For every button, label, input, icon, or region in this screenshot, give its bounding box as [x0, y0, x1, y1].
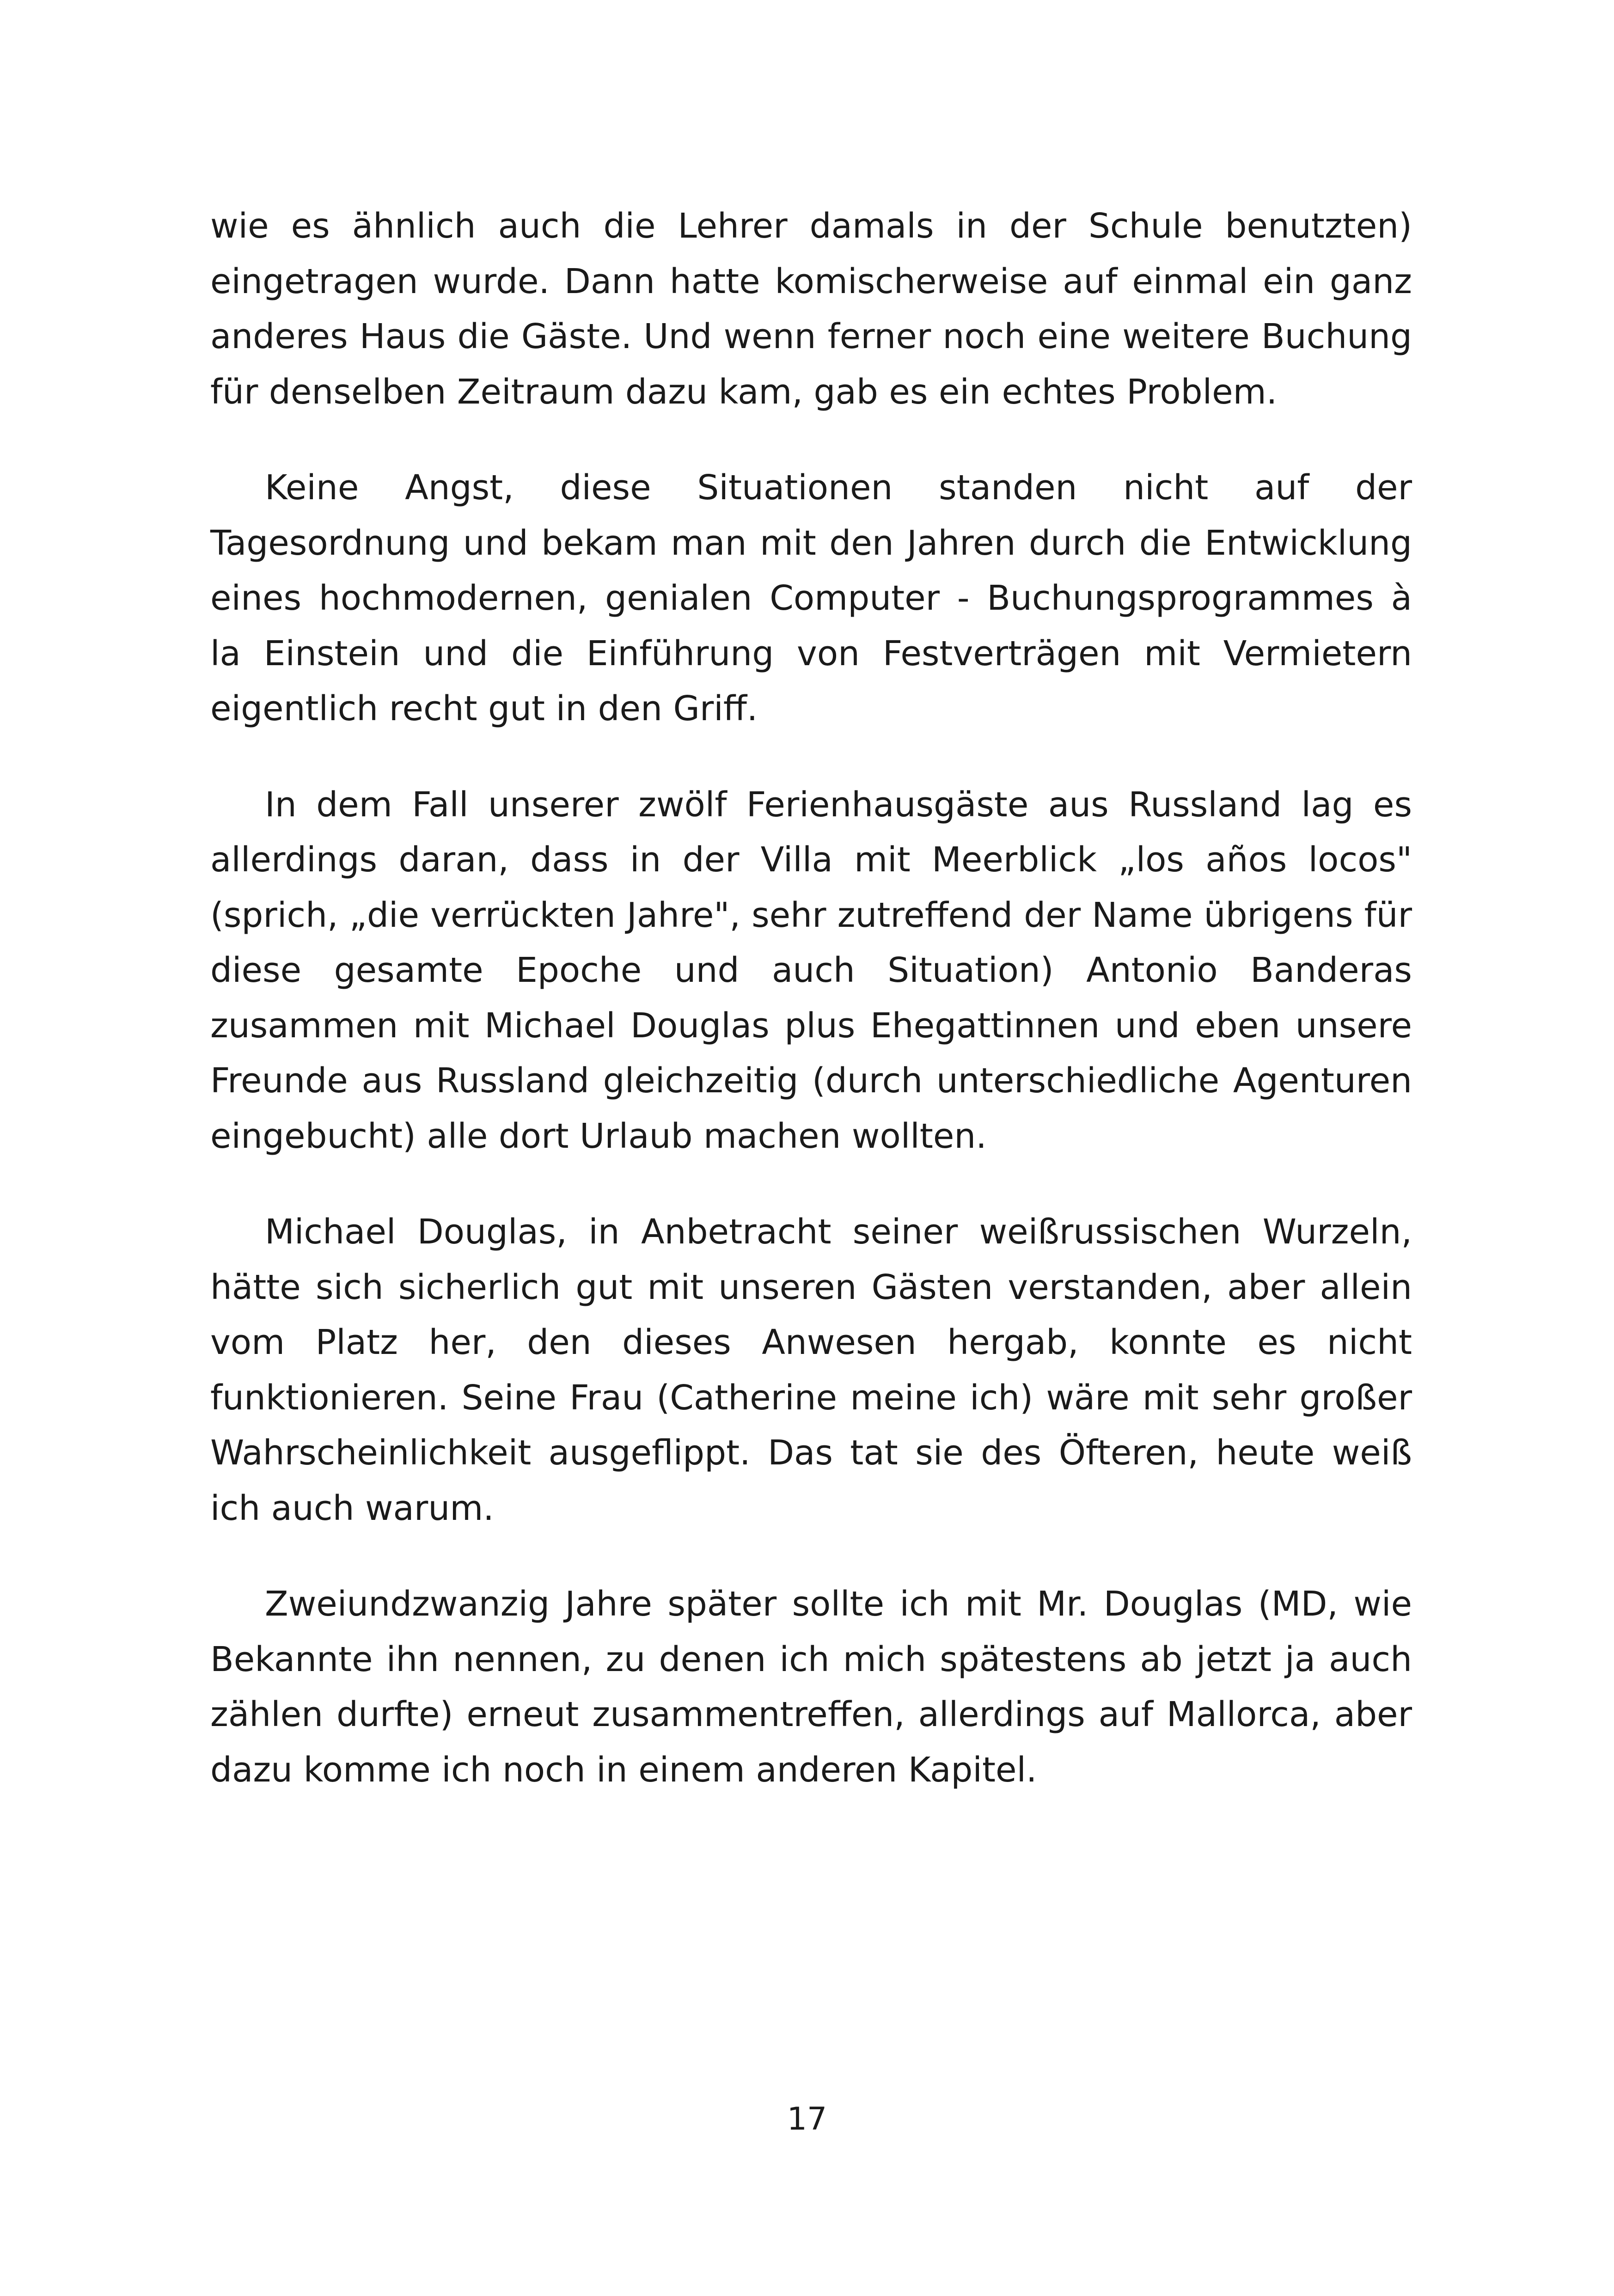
paragraph-continuation: wie es ähnlich auch die Lehrer damals in der Schule benutzten) eingetragen wurde. Dann hatte komischerweise auf einmal ein ganz anderes Haus die Gäste. Und wenn ferner noch eine weitere Buchung für denselben Zeitraum dazu kam, gab es ein echtes Problem. [210, 206, 1412, 412]
paragraph: Keine Angst, diese Situationen standen nicht auf der Tagesordnung und bekam man mit den Jahren durch die Entwicklung eines hochmodernen, genialen Computer - Buchungsprogrammes à la Einstein und die Einführung von Festverträgen mit Vermietern eigentlich recht gut in den Griff. [210, 468, 1412, 729]
body-text [210, 199, 1412, 1838]
paragraph: In dem Fall unserer zwölf Ferienhausgäste aus Russland lag es allerdings daran, dass in der Villa mit Meerblick „los años locos" (sprich, „die verrückten Jahre", sehr zutreffend der Name übrigens für diese gesamte Epoche und auch Situation) Antonio Banderas zusammen mit Michael Douglas plus Ehegattinnen und eben unsere Freunde aus Russland gleichzeitig (durch unterschiedliche Agenturen eingebucht) alle dort Urlaub machen wollten. [210, 784, 1412, 1156]
paragraph: Zweiundzwanzig Jahre später sollte ich mit Mr. Douglas (MD, wie Bekannte ihn nennen, zu denen ich mich spätestens ab jetzt ja auch zählen durfte) erneut zusammentreffen, allerdings auf Mallorca, aber dazu komme ich noch in einem anderen Kapitel. [210, 1584, 1412, 1790]
page-number: 17 [787, 2101, 827, 2137]
paragraph: Michael Douglas, in Anbetracht seiner weißrussischen Wurzeln, hätte sich sicherlich gut mit unseren Gästen verstanden, aber allein vom Platz her, den dieses Anwesen hergab, konnte es nicht funktionieren. Seine Frau (Catherine meine ich) wäre mit sehr großer Wahrscheinlichkeit ausgeflippt. Das tat sie des Öfteren, heute weiß ich auch warum. [210, 1212, 1412, 1528]
